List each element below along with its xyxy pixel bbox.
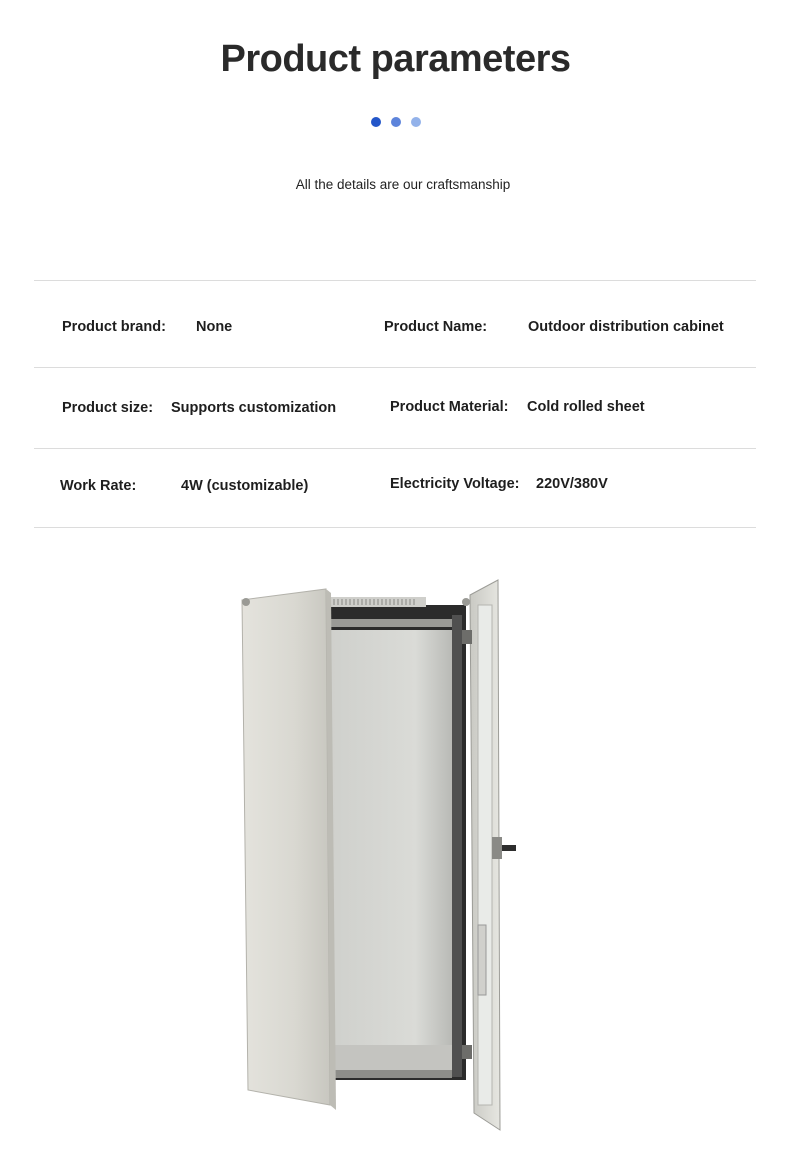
table-rule-2: [34, 448, 756, 449]
product-name-label: Product Name:: [384, 319, 488, 335]
decorative-dots: [0, 117, 791, 127]
page-title: Product parameters: [220, 38, 571, 80]
material-value: Cold rolled sheet: [527, 399, 645, 415]
work-rate-value: 4W (customizable): [181, 478, 309, 494]
size-label: Product size:: [62, 400, 154, 416]
cabinet-image: [230, 575, 530, 1140]
material-label: Product Material:: [390, 399, 509, 415]
brand-label: Product brand:: [62, 319, 166, 335]
table-rule-1: [34, 367, 756, 368]
page-subtitle: All the details are our craftsmanship: [295, 177, 511, 192]
dot-1: [371, 117, 381, 127]
dot-3: [411, 117, 421, 127]
table-rule-top: [34, 280, 756, 281]
work-rate-label: Work Rate:: [60, 478, 137, 494]
size-value: Supports customization: [171, 400, 337, 416]
voltage-label: Electricity Voltage:: [390, 476, 520, 492]
product-name-value: Outdoor distribution cabinet: [528, 319, 724, 335]
voltage-value: 220V/380V: [536, 476, 608, 492]
table-rule-bottom: [34, 527, 756, 528]
dot-2: [391, 117, 401, 127]
brand-value: None: [196, 319, 233, 335]
cabinet-illustration: [230, 575, 530, 1140]
